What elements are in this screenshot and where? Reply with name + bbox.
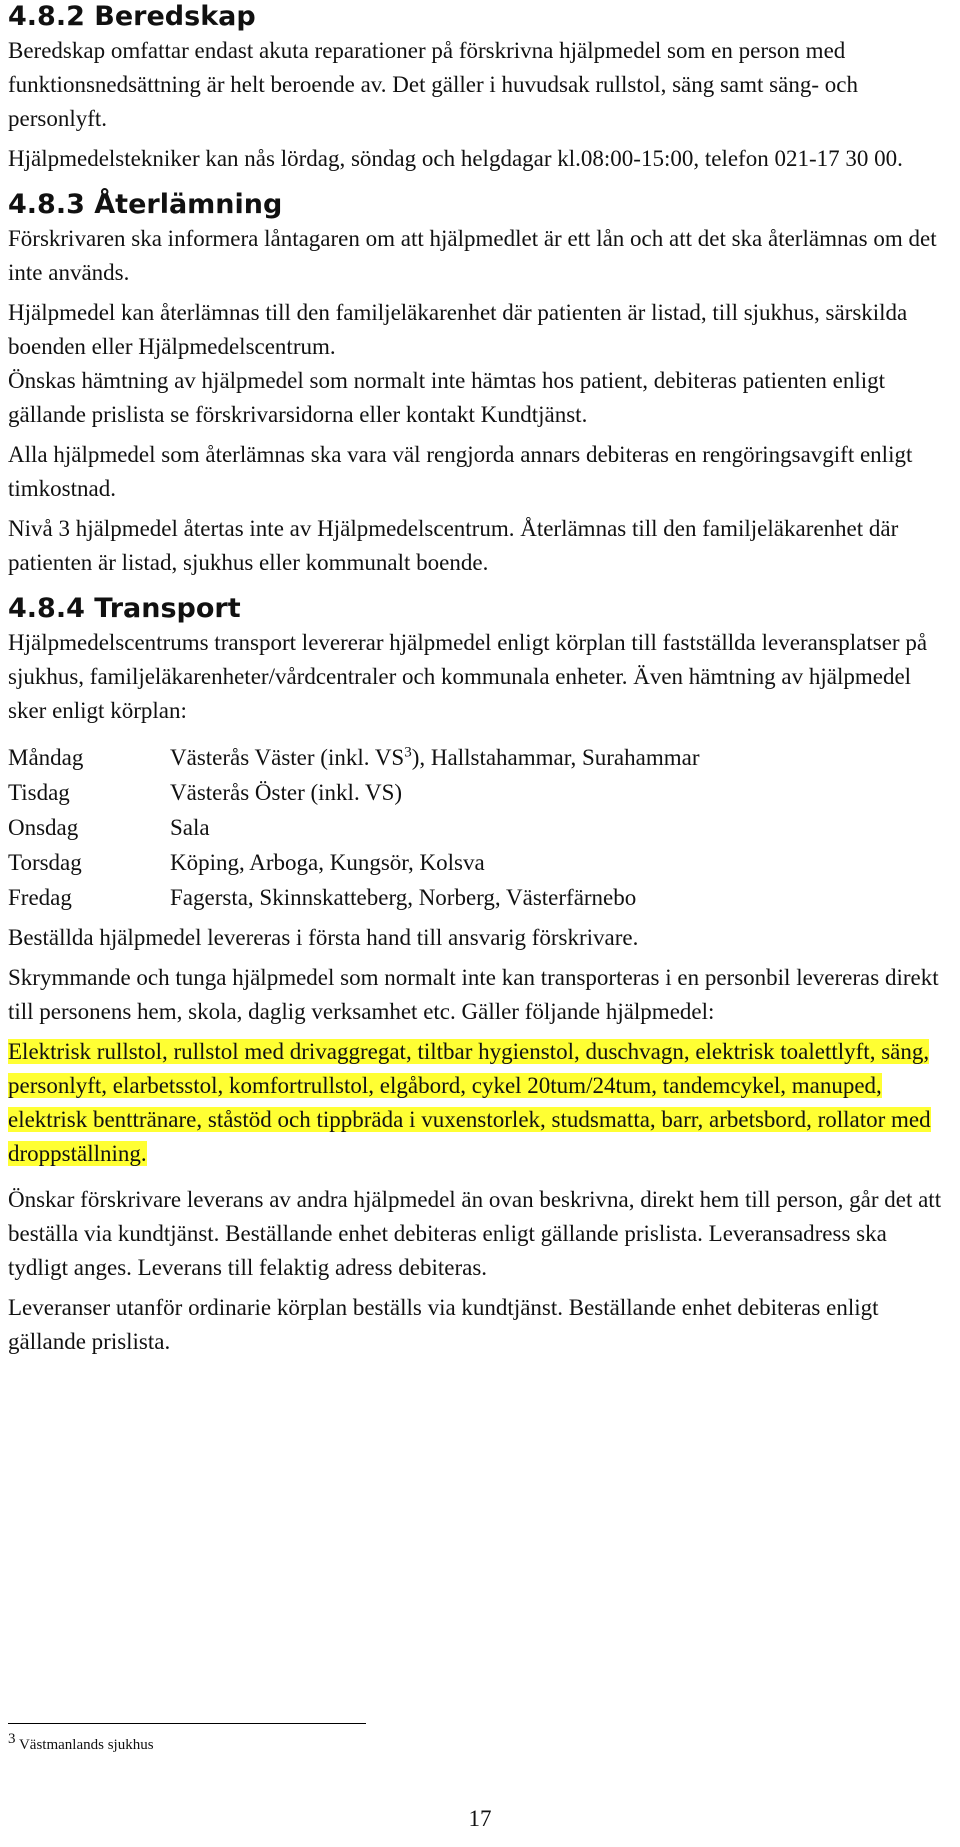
schedule-day: Tisdag	[8, 780, 70, 805]
document-page	[8, 0, 952, 1847]
schedule-day: Torsdag	[8, 850, 82, 875]
paragraph: Förskrivaren ska informera låntagaren om att hjälpmedlet är ett lån och att det ska återlämnas om det inte används.	[8, 226, 937, 285]
schedule-areas: Västerås Väster (inkl. $VS^3$), Hallstahammar, Surahammar	[170, 744, 700, 770]
highlighted-paragraph	[8, 1035, 952, 1171]
paragraph: Beredskap omfattar endast akuta reparationer på förskrivna hjälpmedel som en person med funktionsnedsättning är helt beroende av. Det gäller i huvudsak rullstol, säng samt säng- och personlyft.	[8, 38, 858, 131]
paragraph: Leveranser utanför ordinarie körplan beställs via kundtjänst. Beställande enhet debiteras enligt gällande prislista.	[8, 1295, 879, 1354]
schedule-day: Måndag	[8, 745, 84, 770]
schedule-areas: Köping, Arboga, Kungsör, Kolsva	[170, 850, 485, 875]
paragraph: Hjälpmedelstekniker kan nås lördag, söndag och helgdagar kl.08:00-15:00, telefon 021-17 30 00.	[8, 146, 903, 171]
footnote-number: 3	[8, 1731, 16, 1747]
footnote-ref: 3	[404, 744, 412, 761]
schedule-areas: Fagersta, Skinnskatteberg, Norberg, Västerfärnebo	[170, 885, 637, 910]
paragraph: Önskas hämtning av hjälpmedel som normalt inte hämtas hos patient, debiteras patienten enligt gällande prislista se förskrivarsidorna eller kontakt Kundtjänst.	[8, 368, 885, 427]
paragraph: Nivå 3 hjälpmedel återtas inte av Hjälpmedelscentrum. Återlämnas till den familjeläkarenhet där patienten är listad, sjukhus eller kommunalt boende.	[8, 516, 899, 575]
heading-beredskap: 4.8.2 Beredskap	[8, 1, 256, 32]
page-number: 17	[468, 1806, 492, 1831]
footnote-separator	[8, 1723, 366, 1724]
highlighted-text: Elektrisk rullstol, rullstol med drivaggregat, tiltbar hygienstol, duschvagn, elektrisk toalettlyft, säng, personlyft, elarbetsstol, komfortrullstol, elgåbord, cykel 20tum/24tum, tandemcykel, manuped, elektrisk benttränare, ståstöd och tippbräda i vuxenstorlek, studsmatta, barr, arbetsbord, rollator med droppställning.	[8, 1039, 931, 1166]
schedule-day: Onsdag	[8, 815, 79, 840]
paragraph: Önskar förskrivare leverans av andra hjälpmedel än ovan beskrivna, direkt hem till person, går det att beställa via kundtjänst. Beställande enhet debiteras enligt gällande prislista. Leveransadress ska tydligt anges. Leverans till felaktig adress debiteras.	[8, 1187, 942, 1280]
schedule-areas: Västerås Öster (inkl. VS)	[170, 780, 403, 805]
paragraph: Beställda hjälpmedel levereras i första hand till ansvarig förskrivare.	[8, 925, 639, 950]
schedule-areas: Sala	[170, 815, 210, 840]
paragraph: Hjälpmedelscentrums transport levererar hjälpmedel enligt körplan till fastställda leveransplatser på sjukhus, familjeläkarenheter/vårdcentraler och kommunala enheter. Även hämtning av hjälpmedel sker enligt körplan:	[8, 630, 928, 723]
schedule-day: Fredag	[8, 885, 72, 910]
heading-aterlamning: 4.8.3 Återlämning	[8, 189, 283, 220]
footnote-text: Västmanlands sjukhus	[15, 1737, 154, 1753]
paragraph: Skrymmande och tunga hjälpmedel som normalt inte kan transporteras i en personbil levereras direkt till personens hem, skola, daglig verksamhet etc. Gäller följande hjälpmedel:	[8, 965, 939, 1024]
paragraph: Alla hjälpmedel som återlämnas ska vara väl rengjorda annars debiteras en rengöringsavgift enligt timkostnad.	[8, 442, 913, 501]
heading-transport: 4.8.4 Transport	[8, 593, 241, 624]
delivery-schedule	[8, 740, 952, 915]
footnote	[8, 1731, 154, 1755]
paragraph: Hjälpmedel kan återlämnas till den familjeläkarenhet där patienten är listad, till sjukhus, särskilda boenden eller Hjälpmedelscentrum.	[8, 300, 908, 359]
